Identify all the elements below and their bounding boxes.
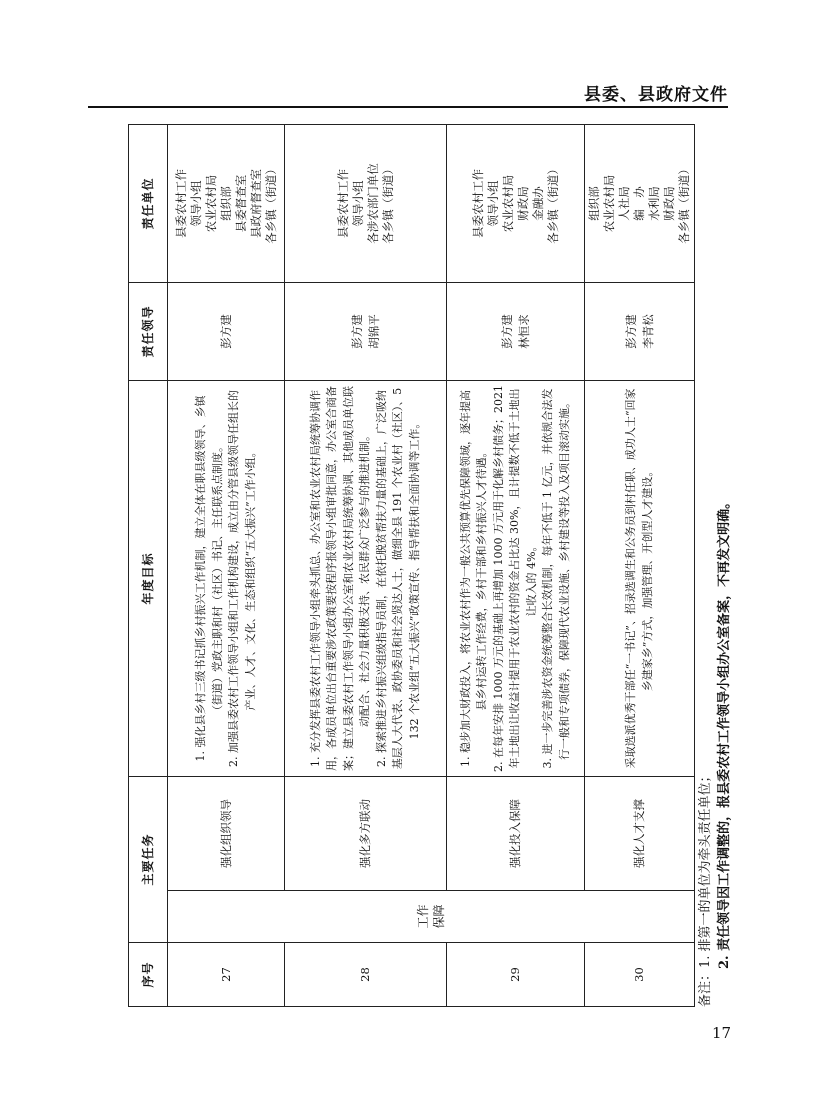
responsible-leader: 彭方建 胡锦平 [285,282,447,380]
task-name: 强化人才支撑 [585,776,695,890]
responsible-leader: 彭方建 [168,282,285,380]
column-header-unit: 责任单位 [129,124,168,282]
annual-target [285,380,447,776]
annual-target [585,380,695,776]
page-number: 17 [712,1024,732,1042]
target-item: 2. 加强县委农村工作领导小组和工作机构建设，成立由分管县级领导任组长的产业、人才、文化、生态和组织“五大振兴”工作小组。 [227,389,257,767]
table-notes [696,125,734,1007]
target-item: 1. 充分发挥县委农村工作领导小组牵头抓总、办公室和农业农村局统筹协调作用，各成员单位出台重要涉农政策要按程序报领导小组审批同意，办公室合商备案；建立县委农村工作领导小组办公室和农业农村局统筹协调、其他成员单位联动配合、社会力量积极支持、农民群众广泛参与的推进机制。 [308,385,372,771]
group-cell [168,891,695,943]
row-number: 29 [447,943,585,1007]
header-divider [88,106,728,108]
table-header-row [129,124,168,1006]
note-line: 2. 责任领导因工作调整的，报县委农村工作领导小组办公室备案，不再发文明确。 [717,495,732,969]
document-header-title: 县委、县政府文件 [584,85,728,105]
row-number: 27 [168,943,285,1007]
responsible-unit: 县委农村工作 领导小组 各涉农部门单位 各乡镇（街道） [285,124,447,282]
target-item: 2. 探索推进乡村振兴组级指导员制，在依托脱贫帮扶力量的基础上，广泛吸纳基层人大代表、政协委员和社会贤达人士，做细全县 191 个农业村（社区）、5132 个农业组“五大振兴”政策宣传、指导帮扶和全面协调等工作。 [374,387,421,770]
task-name: 强化组织领导 [168,776,285,890]
table-row [585,124,695,1006]
responsible-leader: 彭方建 李青松 [585,282,695,380]
responsible-leader: 彭方建 林恒求 [447,282,585,380]
task-name: 强化投入保障 [447,776,585,890]
column-header-target: 年度目标 [129,380,168,776]
table-row [168,124,285,1006]
responsible-unit: 组织部 农业农村局 人社局 编 办 水利局 财政局 各乡镇（街道） [585,124,695,282]
column-header-task: 主要任务 [129,776,168,942]
column-header-leader: 责任领导 [129,282,168,380]
table-row [285,124,447,1006]
row-number: 28 [285,943,447,1007]
group-label: 工作保障 [415,904,446,929]
target-item: 3. 进一步完善涉农资金统筹整合长效机制，每年不低于 1 亿元，并依规合法发行一般和专项债券，保障现代农业设施、乡村建设等投入及项目滚动实施。 [541,388,571,769]
column-header-no: 序号 [129,943,168,1007]
target-item: 采取选派优秀干部任“一书记”、招录选调生和公务员到村任职、成功人士“回家乡建家乡”方式，加强管理、开创型人才建设。 [624,388,654,769]
note-line: 备注：1. 排第一的单位为牵头责任单位； [698,769,713,1007]
rotated-task-table-container [128,125,732,1007]
annual-target [168,380,285,776]
target-item: 1. 强化县乡村三级书记抓乡村振兴工作机制，建立全体在职县级领导、乡镇（街道）党政主职和村（社区）书记、主任联系点制度。 [194,395,224,762]
responsible-unit: 县委农村工作 领导小组 农业农村局 组织部 县委督查室 县政府督查室 各乡镇（街道） [168,124,285,282]
task-table [128,124,695,1007]
responsible-unit: 县委农村工作 领导小组 农业农村局 财政局 金融办 各乡镇（街道） [447,124,585,282]
target-item: 2. 在每年安排 1000 万元的基础上再增加 1000 万元用于化解乡村债务；2021 年土地出让收益计提用于农业农村的资金占比达 30%，且计提数不低于土地出让收入的 4%。 [491,385,538,772]
task-name: 强化多方联动 [285,776,447,890]
table-row [447,124,585,1006]
annual-target [447,380,585,776]
row-number: 30 [585,943,695,1007]
target-item: 1. 稳步加大财政投入，将农业农村作为一般公共预算优先保障领域，逐年提高县乡村运转工作经费，乡村干部和乡村振兴人才待遇。 [458,389,489,767]
